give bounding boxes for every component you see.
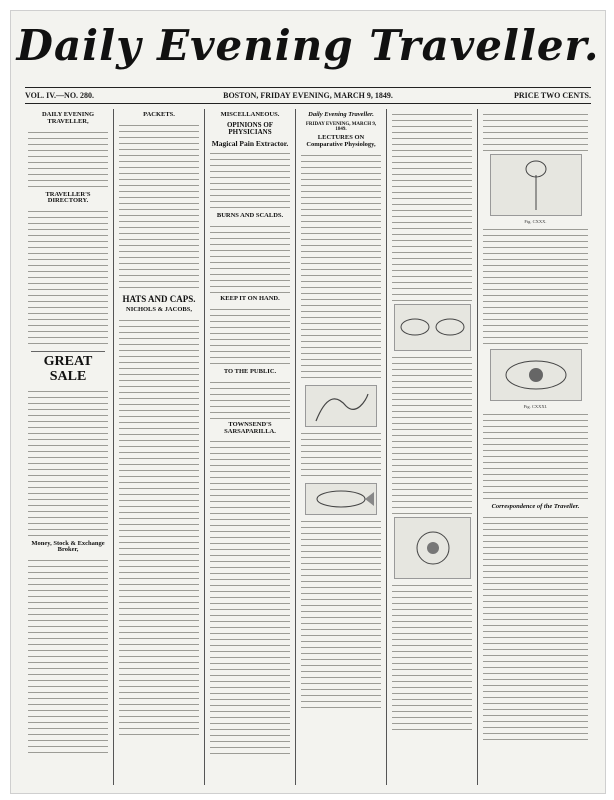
keep-text <box>210 306 290 366</box>
extractor-text <box>210 150 290 210</box>
volume-number: VOL. IV.—NO. 280. <box>25 91 95 100</box>
masthead-rule-bottom <box>25 103 591 104</box>
column-6-text-a <box>483 111 588 151</box>
dateline <box>25 91 591 103</box>
hats-caps-heading: HATS AND CAPS. <box>122 293 196 304</box>
issue-date: BOSTON, FRIDAY EVENING, MARCH 9, 1849. <box>223 91 393 100</box>
public-text <box>210 379 290 419</box>
burns-scalds-heading: BURNS AND SCALDS. <box>216 212 284 220</box>
masthead-rule-top <box>25 87 591 88</box>
travellers-directory-heading: TRAVELLER'S DIRECTORY. <box>45 190 91 205</box>
editorial-paper-title: Daily Evening Traveller. <box>308 111 374 118</box>
column-4-text-b <box>301 430 381 480</box>
burns-text <box>210 223 290 293</box>
figure-caption-1: Fig. CXXX. <box>524 219 547 224</box>
newspaper-title: Daily Evening Traveller. <box>16 21 600 70</box>
illustration-anatomy <box>394 517 471 579</box>
townsend-heading: TOWNSEND'S SARSAPARILLA. <box>224 420 276 435</box>
column-5-text-c <box>392 582 472 732</box>
column-3 <box>207 109 293 785</box>
lecture-text <box>301 152 381 382</box>
column-5 <box>389 109 475 785</box>
illustration-animals <box>394 304 471 351</box>
price: PRICE TWO CENTS. <box>514 91 591 100</box>
column-3-text <box>210 438 290 758</box>
sale-text <box>28 388 108 538</box>
keep-on-hand-heading: KEEP IT ON HAND. <box>220 295 280 303</box>
column-4-text-c <box>301 518 381 708</box>
column-1-text <box>28 129 108 189</box>
newspaper-page <box>10 10 606 794</box>
figure-caption-2: Fig. CXXXI. <box>523 404 548 409</box>
miscellaneous-heading: MISCELLANEOUS. <box>220 111 280 118</box>
column-6-text-c <box>483 411 588 501</box>
illustration-flower <box>490 154 582 216</box>
opinions-heading: OPINIONS OF PHYSICIANS <box>226 120 274 137</box>
nichols-jacobs-heading: NICHOLS & JACOBS, <box>126 306 192 314</box>
column-6-text-b <box>483 226 588 346</box>
column-6-text-d <box>483 514 588 744</box>
illustration-eye <box>490 349 582 401</box>
illustration-fish <box>305 483 377 515</box>
divider <box>31 351 105 352</box>
columns <box>25 109 591 785</box>
column-6 <box>480 109 591 785</box>
broker-text <box>28 557 108 757</box>
illustration-hand <box>305 385 377 427</box>
pain-extractor-heading: Magical Pain Extractor. <box>211 138 289 148</box>
to-the-public-heading: TO THE PUBLIC. <box>223 368 277 375</box>
column-separator <box>204 109 205 785</box>
column-1-heading: DAILY EVENING TRAVELLER, <box>41 111 95 125</box>
column-2-text <box>119 317 199 737</box>
packets-heading: PACKETS. <box>143 111 175 118</box>
column-separator <box>113 109 114 785</box>
directory-text <box>28 208 108 348</box>
broker-heading: Money, Stock & Exchange Broker, <box>31 539 105 554</box>
column-separator <box>477 109 478 785</box>
column-2 <box>116 109 202 785</box>
great-sale-heading: GREAT SALE <box>43 354 93 384</box>
correspondence-heading: Correspondence of the Traveller. <box>491 503 580 510</box>
column-1 <box>25 109 111 785</box>
lectures-heading: LECTURES ON Comparative Physiology, <box>306 134 376 149</box>
column-5-text-b <box>392 354 472 514</box>
column-4 <box>298 109 384 785</box>
packets-text <box>119 122 199 292</box>
masthead <box>11 21 605 70</box>
editorial-dateline: FRIDAY EVENING, MARCH 9, 1849. <box>305 121 377 133</box>
column-separator <box>295 109 296 785</box>
column-5-text-a <box>392 111 472 301</box>
column-separator <box>386 109 387 785</box>
